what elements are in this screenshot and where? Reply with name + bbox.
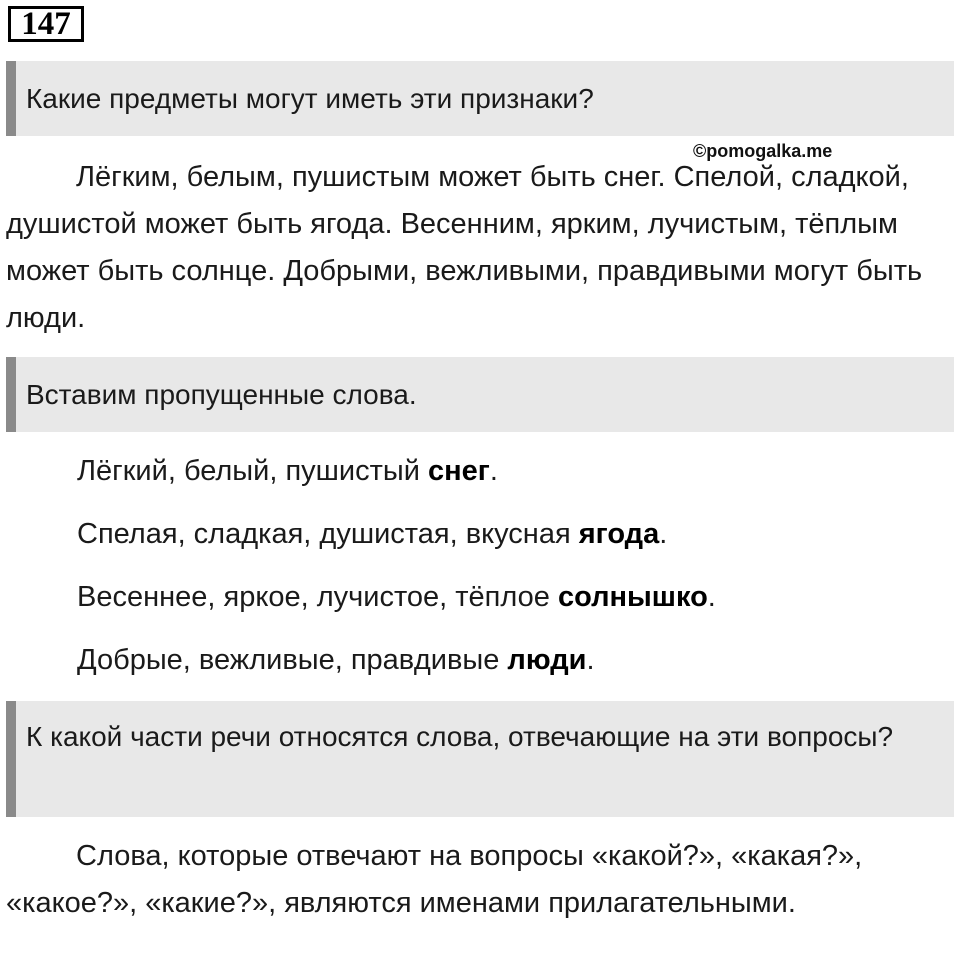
line-end: . [586, 644, 595, 676]
highlighted-word: солнышко [557, 581, 708, 613]
line-text: Добрые, вежливые, правдивые [77, 644, 508, 676]
filled-line-3 [77, 577, 716, 617]
highlighted-word: люди [507, 644, 587, 676]
line-end: . [707, 581, 716, 613]
exercise-number: 147 [8, 6, 84, 42]
answer-3: Слова, которые отвечают на вопросы «какой?», «какая?», «какое?», «какие?», являются именами прилагательными. [6, 840, 863, 919]
question-2: Вставим пропущенные слова. [6, 357, 954, 432]
highlighted-word: снег [428, 455, 490, 487]
highlighted-word: ягода [578, 518, 660, 550]
filled-line-1 [77, 451, 498, 491]
line-text: Весеннее, яркое, лучистое, тёплое [77, 581, 558, 613]
line-end: . [489, 455, 498, 487]
answer-1: Лёгким, белым, пушистым может быть снег. Спелой, сладкой, душистой может быть ягода. Весенним, ярким, лучистым, тёплым может быть солнце. Добрыми, вежливыми, правдивыми могут быть люди. [6, 161, 923, 334]
line-end: . [659, 518, 668, 550]
watermark: ©pomogalka.me [693, 141, 833, 161]
question-1: Какие предметы могут иметь эти признаки? [6, 61, 954, 136]
question-3: К какой части речи относятся слова, отвечающие на эти вопросы? [6, 701, 954, 817]
line-text: Спелая, сладкая, душистая, вкусная [77, 518, 579, 550]
filled-line-4 [77, 640, 595, 680]
filled-line-2 [77, 514, 667, 554]
line-text: Лёгкий, белый, пушистый [77, 455, 429, 487]
